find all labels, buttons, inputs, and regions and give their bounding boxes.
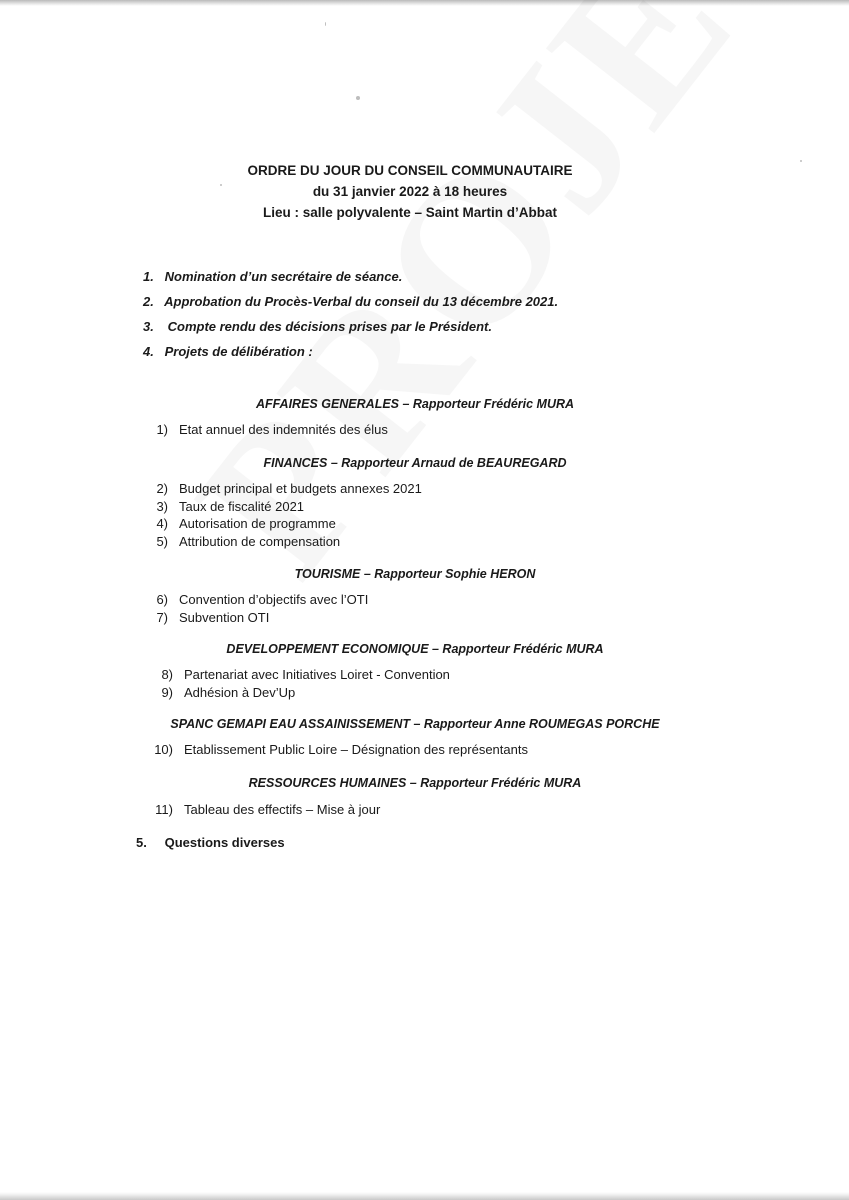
agenda-item-text: Projets de délibération : xyxy=(164,344,313,359)
section-items xyxy=(148,741,528,759)
item-number: 2) xyxy=(156,481,168,496)
agenda-item-number: 4. xyxy=(143,344,154,359)
agenda-item-number: 3. xyxy=(143,319,154,334)
list-item xyxy=(143,533,422,551)
list-item xyxy=(148,801,380,819)
agenda-item-text: Approbation du Procès-Verbal du conseil du 13 décembre 2021. xyxy=(164,294,559,309)
section-title-finances: FINANCES – Rapporteur Arnaud de BEAUREGARD xyxy=(263,456,567,470)
section-items xyxy=(143,421,388,439)
item-text: Budget principal et budgets annexes 2021 xyxy=(179,481,422,496)
item-number: 10) xyxy=(154,742,173,757)
list-item xyxy=(143,591,368,609)
item-text: Subvention OTI xyxy=(179,609,270,625)
agenda-item-text: Compte rendu des décisions prises par le Président. xyxy=(167,319,493,334)
item-number: 5) xyxy=(156,533,168,549)
item-text: Attribution de compensation xyxy=(179,533,341,549)
item-text: Adhésion à Dev’Up xyxy=(184,684,296,700)
section-items xyxy=(148,666,450,701)
scan-speck xyxy=(325,22,326,26)
list-item xyxy=(143,498,422,516)
agenda-item-text: Nomination d’un secrétaire de séance. xyxy=(164,269,403,284)
agenda-item xyxy=(143,268,558,293)
section-items xyxy=(143,591,368,626)
list-item xyxy=(143,480,422,498)
agenda-item-text: Questions diverses xyxy=(164,835,285,850)
item-number: 1) xyxy=(156,422,168,437)
section-items xyxy=(148,801,380,819)
list-item xyxy=(148,741,528,759)
item-number: 11) xyxy=(155,802,173,817)
item-text: Tableau des effectifs – Mise à jour xyxy=(184,802,381,817)
agenda-item-number: 1. xyxy=(143,269,154,284)
item-text: Autorisation de programme xyxy=(179,516,336,531)
scan-edge-bottom xyxy=(0,1192,849,1200)
item-text: Taux de fiscalité 2021 xyxy=(179,498,305,514)
item-number: 7) xyxy=(156,609,168,625)
section-title-ressources-humaines: RESSOURCES HUMAINES – Rapporteur Frédéric MURA xyxy=(248,776,582,790)
item-text: Partenariat avec Initiatives Loiret - Convention xyxy=(184,667,450,682)
item-number: 9) xyxy=(161,684,173,700)
agenda-item-number: 2. xyxy=(143,294,154,309)
agenda-item xyxy=(143,343,558,368)
agenda-item xyxy=(143,318,558,343)
item-number: 4) xyxy=(156,516,168,531)
section-title-spanc-gemapi: SPANC GEMAPI EAU ASSAINISSEMENT – Rapporteur Anne ROUMEGAS PORCHE xyxy=(170,717,660,731)
list-item xyxy=(148,684,450,702)
section-title-developpement-economique: DEVELOPPEMENT ECONOMIQUE – Rapporteur Frédéric MURA xyxy=(226,642,604,656)
agenda-item xyxy=(143,293,558,318)
agenda-item-questions-diverses xyxy=(136,835,285,850)
list-item xyxy=(143,515,422,533)
item-number: 8) xyxy=(161,667,173,682)
item-text: Etablissement Public Loire – Désignation des représentants xyxy=(184,742,528,757)
main-agenda-list xyxy=(143,268,558,368)
list-item xyxy=(143,421,388,439)
header-date: du 31 janvier 2022 à 18 heures xyxy=(312,184,508,199)
list-item xyxy=(148,666,450,684)
item-number: 6) xyxy=(156,592,168,607)
header-title: ORDRE DU JOUR DU CONSEIL COMMUNAUTAIRE xyxy=(247,163,573,178)
scan-speck xyxy=(356,96,360,100)
item-text: Convention d’objectifs avec l’OTI xyxy=(179,592,369,607)
section-items xyxy=(143,480,422,550)
item-number: 3) xyxy=(156,498,168,514)
item-text: Etat annuel des indemnités des élus xyxy=(179,422,388,437)
header-location: Lieu : salle polyvalente – Saint Martin d’Abbat xyxy=(262,205,558,220)
document-header xyxy=(0,160,820,223)
agenda-item-number: 5. xyxy=(136,835,147,850)
section-title-tourisme: TOURISME – Rapporteur Sophie HERON xyxy=(294,567,536,581)
section-title-affaires-generales: AFFAIRES GENERALES – Rapporteur Frédéric MURA xyxy=(255,397,575,411)
list-item xyxy=(143,609,368,627)
